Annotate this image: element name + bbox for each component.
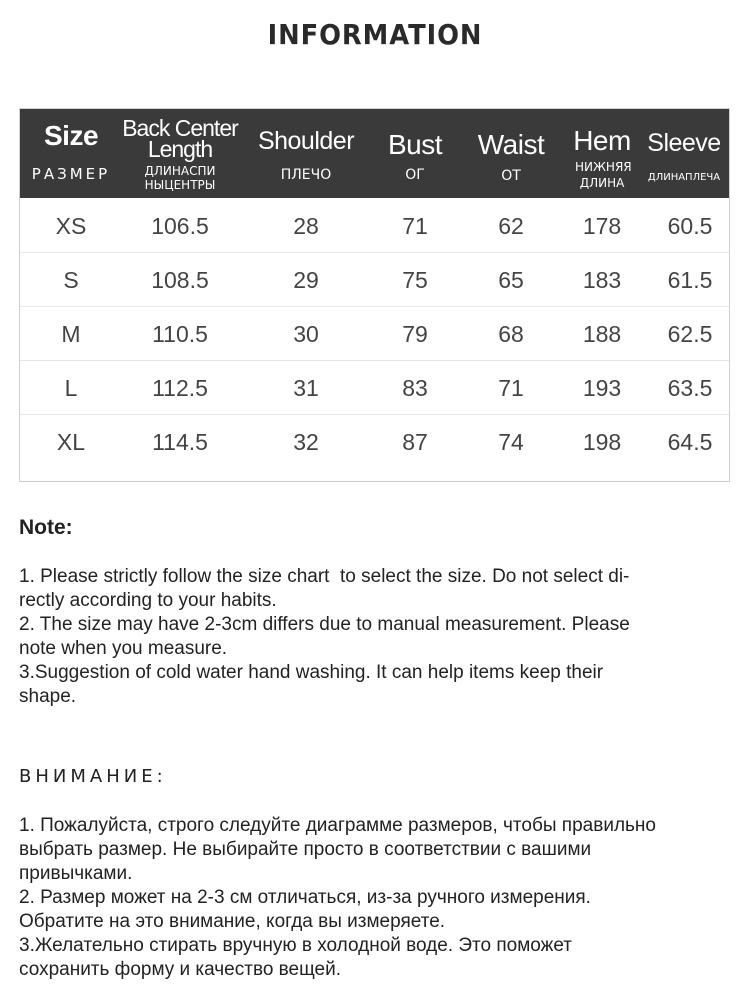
- cell-hem: 193: [582, 375, 622, 401]
- header-main: Shoulder: [257, 127, 355, 155]
- note-line: 1. Please strictly follow the size chart to select the size. Do not select di-: [19, 566, 630, 587]
- header-main: Bust: [387, 129, 443, 160]
- cell-shoulder: 30: [293, 321, 319, 347]
- cell-shoulder: 31: [293, 375, 319, 401]
- cell-waist: 74: [498, 429, 524, 455]
- header-main: Waist: [477, 129, 545, 160]
- table-row: [20, 253, 729, 307]
- table-row: [20, 415, 729, 469]
- header-hem: [563, 109, 641, 198]
- table-row: [20, 307, 729, 361]
- table-row: [20, 199, 729, 253]
- cell-size: XS: [55, 213, 87, 239]
- ru-note-line: 2. Размер может на 2-3 см отличаться, из-за ручного измерения.: [19, 887, 591, 908]
- header-main: Hem: [573, 125, 631, 156]
- note-line: 3.Suggestion of cold water hand washing. It can help items keep their: [19, 662, 604, 683]
- cell-hem: 183: [582, 267, 622, 293]
- note-line: 2. The size may have 2-3cm differs due to manual measurement. Please: [19, 614, 630, 635]
- ru-note-heading: ВНИМАНИЕ:: [19, 766, 167, 787]
- header-sub: ДЛИНАСПИ НЫЦЕНТРЫ: [144, 164, 216, 192]
- cell-bust: 87: [402, 429, 428, 455]
- size-chart-table: [19, 108, 730, 482]
- cell-hem: 178: [582, 213, 622, 239]
- cell-sleeve: 63.5: [667, 375, 713, 401]
- header-main: Sleeve: [647, 129, 721, 157]
- header-shoulder: [248, 109, 364, 198]
- ru-note-line: сохранить форму и качество вещей.: [19, 959, 341, 980]
- header-sub: ОТ: [501, 168, 521, 184]
- header-sub: НИЖНЯЯ ДЛИНА: [575, 160, 632, 190]
- cell-shoulder: 28: [293, 213, 319, 239]
- cell-back-center-length: 112.5: [152, 375, 208, 401]
- header-sub: ДЛИНАПЛЕЧА: [647, 172, 721, 183]
- cell-bust: 83: [402, 375, 428, 401]
- table-header: [20, 109, 729, 198]
- cell-sleeve: 62.5: [667, 321, 713, 347]
- note-line: note when you measure.: [19, 638, 228, 659]
- page-title: INFORMATION: [267, 18, 483, 51]
- cell-back-center-length: 108.5: [151, 267, 209, 293]
- cell-hem: 188: [582, 321, 622, 347]
- cell-size: XL: [56, 429, 86, 455]
- cell-sleeve: 64.5: [667, 429, 713, 455]
- cell-back-center-length: 110.5: [152, 321, 208, 347]
- cell-hem: 198: [582, 429, 622, 455]
- cell-bust: 79: [402, 321, 428, 347]
- ru-note-line: 3.Желательно стирать вручную в холодной воде. Это поможет: [19, 935, 573, 956]
- header-sub: ПЛЕЧО: [280, 167, 332, 183]
- cell-shoulder: 32: [293, 429, 319, 455]
- header-main: Back Center Length: [122, 115, 238, 162]
- ru-note-line: 1. Пожалуйста, строго следуйте диаграмме размеров, чтобы правильно: [19, 815, 656, 836]
- header-sub: РАЗМЕР: [31, 165, 111, 183]
- header-sub: ОГ: [405, 167, 425, 183]
- cell-size: S: [63, 267, 79, 293]
- note-heading: Note:: [19, 516, 73, 539]
- header-main: Size: [43, 120, 99, 151]
- cell-shoulder: 29: [293, 267, 319, 293]
- cell-bust: 71: [402, 213, 428, 239]
- ru-note-line: Обратите на это внимание, когда вы измеряете.: [19, 911, 446, 932]
- cell-waist: 65: [498, 267, 524, 293]
- header-bust: [370, 109, 460, 198]
- cell-size: L: [64, 375, 78, 401]
- cell-back-center-length: 114.5: [152, 429, 208, 455]
- cell-waist: 71: [498, 375, 524, 401]
- cell-sleeve: 61.5: [667, 267, 713, 293]
- table-row: [20, 361, 729, 415]
- header-sleeve: [642, 109, 726, 198]
- cell-waist: 68: [498, 321, 524, 347]
- header-size: [28, 109, 114, 198]
- ru-note-line: выбрать размер. Не выбирайте просто в соответствии с вашими: [19, 839, 592, 860]
- cell-size: M: [61, 321, 81, 347]
- cell-waist: 62: [498, 213, 524, 239]
- note-line: rectly according to your habits.: [19, 590, 277, 611]
- header-waist: [468, 109, 554, 198]
- cell-back-center-length: 106.5: [151, 213, 209, 239]
- cell-sleeve: 60.5: [667, 213, 713, 239]
- note-line: shape.: [19, 686, 77, 707]
- ru-note-line: привычками.: [19, 863, 133, 884]
- cell-bust: 75: [402, 267, 428, 293]
- header-back-center-length: [120, 109, 240, 198]
- table-body: [20, 198, 729, 481]
